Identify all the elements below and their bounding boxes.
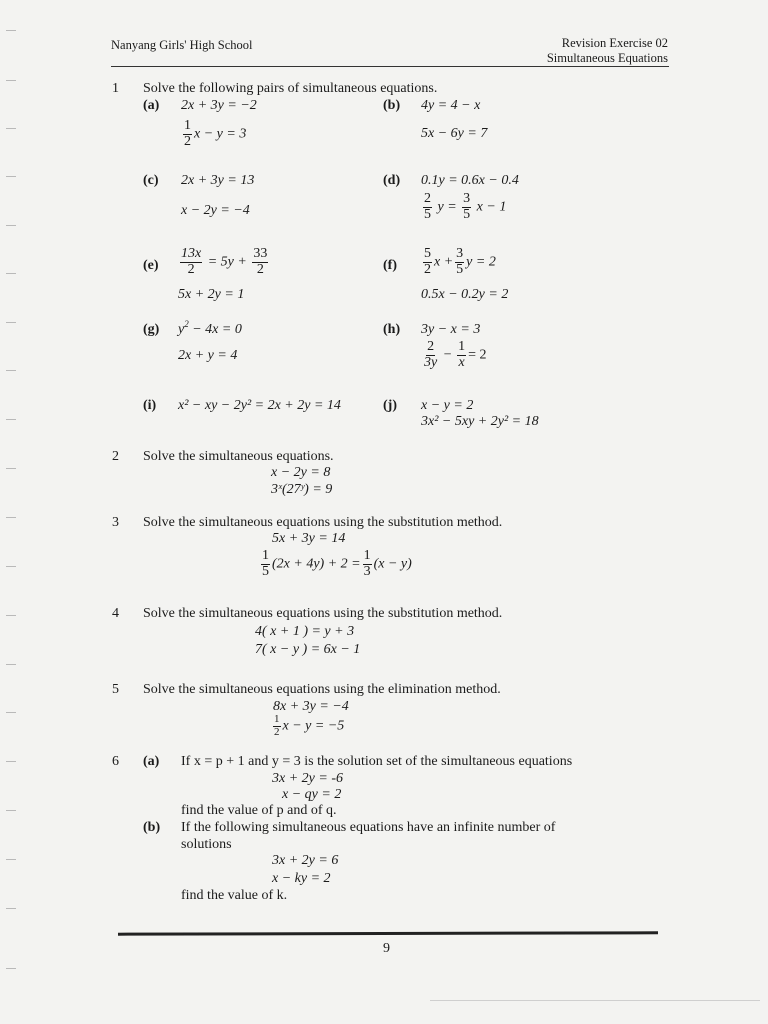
equation: 3y − x = 3 bbox=[421, 322, 481, 337]
fraction-denominator: 5 bbox=[424, 206, 431, 222]
question-number: 6 bbox=[112, 754, 119, 769]
equation: 2x + 3y = −2 bbox=[181, 98, 257, 113]
equation bbox=[421, 247, 496, 277]
punch-mark bbox=[6, 370, 16, 371]
fraction-denominator: 2 bbox=[424, 261, 431, 277]
equation-tail: (x − y) bbox=[373, 556, 412, 572]
equation-tail: y = 2 bbox=[466, 254, 496, 270]
part-label: (b) bbox=[143, 820, 161, 835]
question-text: If the following simultaneous equations have an infinite number of bbox=[181, 820, 556, 835]
punch-mark bbox=[6, 908, 16, 909]
question-text: solutions bbox=[181, 837, 232, 852]
equation-var: $y^2$ bbox=[178, 319, 189, 337]
equation: 8x + 3y = −4 bbox=[273, 699, 349, 714]
question-number: 3 bbox=[112, 515, 119, 530]
fraction-numerator: 13x bbox=[181, 246, 202, 261]
question-number: 2 bbox=[112, 449, 119, 464]
part-label: (a) bbox=[143, 754, 160, 769]
fraction-denominator: 2 bbox=[184, 133, 191, 149]
punch-mark bbox=[6, 566, 16, 567]
equation bbox=[178, 247, 270, 277]
equation-tail: − 4x = 0 bbox=[188, 322, 242, 337]
school-name: Nanyang Girls' High School bbox=[111, 38, 253, 52]
equation: x² − xy − 2y² = 2x + 2y = 14 bbox=[178, 398, 341, 413]
equation-tail: x − y = −5 bbox=[282, 718, 345, 734]
punch-mark bbox=[6, 810, 16, 811]
punch-mark bbox=[6, 664, 16, 665]
part-label: (j) bbox=[383, 398, 397, 413]
equation: 3x + 2y = 6 bbox=[272, 853, 339, 868]
fraction-numerator: 1 bbox=[274, 713, 280, 725]
part-label: (g) bbox=[143, 322, 160, 337]
equation bbox=[178, 319, 242, 338]
punch-mark bbox=[6, 176, 16, 177]
equation bbox=[259, 549, 412, 579]
equation-mid: (2x + 4y) + 2 = bbox=[272, 556, 361, 572]
equation-mid: x + bbox=[434, 254, 454, 270]
fraction-numerator: 1 bbox=[363, 548, 371, 563]
part-label: (i) bbox=[143, 398, 157, 413]
question-instruction: Solve the simultaneous equations using the substitution method. bbox=[143, 515, 503, 530]
part-label: (c) bbox=[143, 173, 159, 188]
part-label: (a) bbox=[143, 98, 160, 113]
page-number: 9 bbox=[383, 941, 390, 956]
punch-mark bbox=[6, 615, 16, 616]
part-label: (f) bbox=[383, 258, 397, 273]
punch-mark bbox=[6, 761, 16, 762]
punch-mark bbox=[6, 273, 16, 274]
question-instruction: Solve the simultaneous equations. bbox=[143, 449, 334, 464]
punch-mark bbox=[6, 859, 16, 860]
equation: 3x² − 5xy + 2y² = 18 bbox=[421, 414, 539, 429]
equation: 5x − 6y = 7 bbox=[421, 126, 488, 141]
fraction-numerator: 33 bbox=[253, 246, 268, 261]
punch-mark bbox=[6, 419, 16, 420]
equation: 0.5x − 0.2y = 2 bbox=[421, 287, 509, 302]
punch-mark bbox=[6, 80, 16, 81]
punch-mark bbox=[6, 322, 16, 323]
question-instruction: Solve the simultaneous equations using the substitution method. bbox=[143, 606, 503, 621]
fraction-denominator: 2 bbox=[256, 261, 264, 277]
punch-mark bbox=[6, 517, 16, 518]
question-number: 1 bbox=[112, 81, 119, 96]
equation: x − ky = 2 bbox=[272, 871, 331, 886]
punch-mark bbox=[6, 468, 16, 469]
fraction-numerator: 1 bbox=[184, 118, 191, 133]
equation-tail: x − y = 3 bbox=[194, 126, 247, 142]
equation bbox=[421, 192, 506, 222]
equation-mid: = 5y + bbox=[207, 254, 247, 270]
equation: 4y = 4 − x bbox=[421, 98, 481, 113]
punch-mark bbox=[6, 968, 16, 969]
equation-mid: y = bbox=[437, 199, 457, 215]
equation: $\frac{2}{3y}$ − $\frac{1}{x}$ = 2 bbox=[424, 339, 487, 370]
part-label: (h) bbox=[383, 322, 401, 337]
fraction-numerator: 1 bbox=[262, 548, 269, 563]
fraction-denominator: 5 bbox=[463, 206, 471, 222]
fraction-numerator: 5 bbox=[424, 246, 431, 261]
fraction-numerator: 2 bbox=[424, 191, 431, 206]
header-rule bbox=[111, 66, 669, 67]
equation: 2x + 3y = 13 bbox=[181, 173, 255, 188]
question-instruction: Solve the following pairs of simultaneous equations. bbox=[143, 81, 438, 96]
punch-mark bbox=[6, 128, 16, 129]
fraction-numerator: 2 bbox=[427, 339, 435, 354]
equation-tail: x − 1 bbox=[476, 199, 507, 215]
question-number: 4 bbox=[112, 606, 119, 621]
equation: x − qy = 2 bbox=[282, 787, 342, 802]
equation bbox=[181, 119, 246, 149]
equation: 7( x − y ) = 6x − 1 bbox=[255, 642, 361, 657]
fraction-denominator: 2 bbox=[187, 261, 195, 277]
question-instruction: Solve the simultaneous equations using the elimination method. bbox=[143, 682, 501, 697]
equation: 0.1y = 0.6x − 0.4 bbox=[421, 173, 519, 188]
part-label: (b) bbox=[383, 98, 401, 113]
equation: 3x + 2y = -6 bbox=[272, 771, 343, 786]
equation: 5x + 2y = 1 bbox=[178, 287, 245, 302]
equation: x − 2y = 8 bbox=[271, 465, 331, 480]
scan-edge bbox=[430, 1000, 760, 1001]
question-text: If x = p + 1 and y = 3 is the solution set of the simultaneous equations bbox=[181, 754, 573, 769]
question-number: 5 bbox=[112, 682, 119, 697]
part-label: (e) bbox=[143, 258, 159, 273]
equation bbox=[271, 714, 344, 738]
exercise-title: Revision Exercise 02 bbox=[561, 36, 668, 50]
question-text: find the value of p and of q. bbox=[181, 803, 337, 818]
punch-mark bbox=[6, 712, 16, 713]
fraction-denominator: 3 bbox=[363, 563, 371, 579]
punch-mark bbox=[6, 30, 16, 31]
fraction-denominator: 3y bbox=[424, 354, 438, 370]
fraction-denominator: 5 bbox=[262, 563, 269, 579]
part-label: (d) bbox=[383, 173, 401, 188]
equation: 5x + 3y = 14 bbox=[272, 531, 346, 546]
equation: 4( x + 1 ) = y + 3 bbox=[255, 624, 355, 639]
equation-tail: = 2 bbox=[468, 347, 487, 363]
fraction-denominator: 5 bbox=[456, 261, 464, 277]
fraction-denominator: 2 bbox=[274, 725, 280, 738]
equation: 2x + y = 4 bbox=[178, 348, 238, 363]
footer-rule bbox=[118, 931, 658, 935]
fraction-numerator: 3 bbox=[463, 191, 471, 206]
equation: 3ˣ(27ʸ) = 9 bbox=[271, 482, 333, 497]
equation: x − 2y = −4 bbox=[181, 203, 250, 218]
fraction-denominator: x bbox=[458, 354, 465, 370]
punch-mark bbox=[6, 225, 16, 226]
equation: x − y = 2 bbox=[421, 398, 474, 413]
topic-title: Simultaneous Equations bbox=[546, 51, 668, 65]
fraction-numerator: 3 bbox=[456, 246, 464, 261]
fraction-numerator: 1 bbox=[458, 339, 466, 354]
question-text: find the value of k. bbox=[181, 888, 288, 903]
